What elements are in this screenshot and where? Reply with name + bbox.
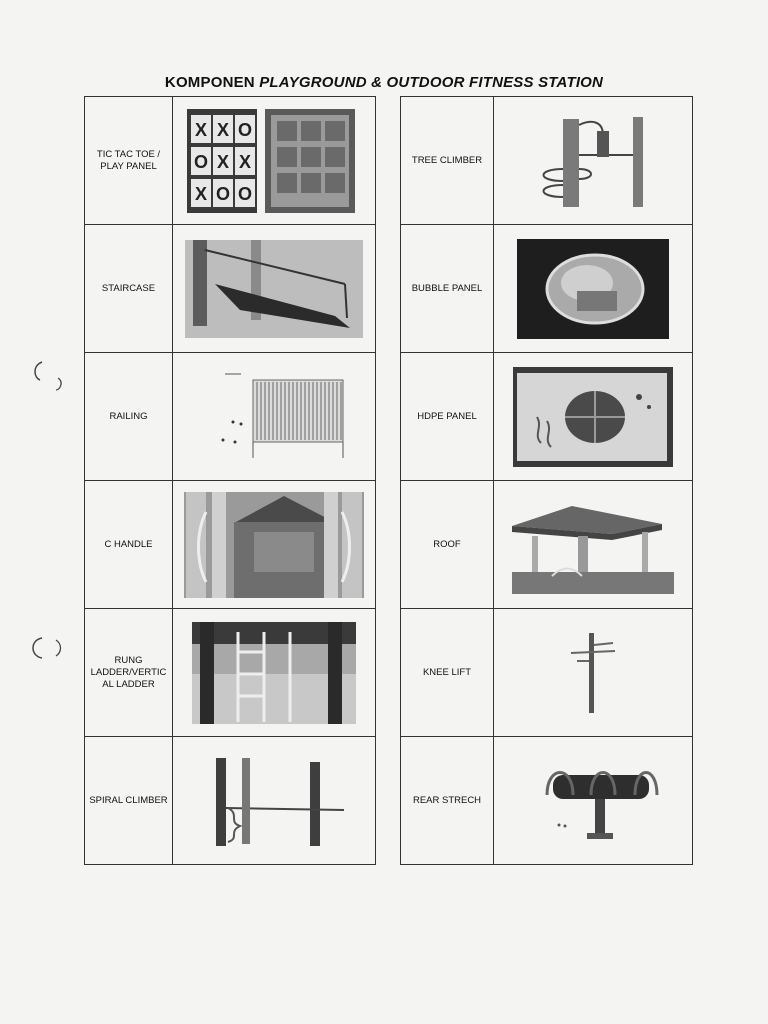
table-row — [401, 481, 693, 609]
hole-punch-mark-top — [30, 358, 70, 392]
ttt-symbol: X — [194, 119, 208, 140]
row-label: STAIRCASE — [85, 225, 173, 353]
row-label: HDPE PANEL — [401, 353, 494, 481]
row-label: BUBBLE PANEL — [401, 225, 494, 353]
row-label: TIC TAC TOE / PLAY PANEL — [85, 97, 173, 225]
ttt-symbol: X — [238, 151, 252, 172]
row-label: RAILING — [85, 353, 173, 481]
page-title — [0, 74, 768, 91]
hdpe-panel-photo — [513, 367, 673, 467]
table-row — [85, 97, 376, 225]
table-row — [85, 737, 376, 865]
ttt-symbol: O — [237, 119, 253, 140]
ttt-symbol: O — [237, 183, 253, 204]
knee-lift-photo — [563, 625, 623, 721]
table-row — [401, 737, 693, 865]
railing-photo — [185, 368, 363, 466]
title-italic: PLAYGROUND & OUTDOOR FITNESS STATION — [259, 74, 604, 91]
row-label: C HANDLE — [85, 481, 173, 609]
table-row — [85, 353, 376, 481]
table-row — [401, 353, 693, 481]
tree-climber-photo — [523, 111, 663, 211]
row-label: REAR STRECH — [401, 737, 494, 865]
row-label: TREE CLIMBER — [401, 97, 494, 225]
hole-punch-mark-bottom — [28, 634, 68, 664]
ttt-symbol: X — [216, 151, 230, 172]
rung-ladder-photo — [192, 622, 356, 724]
tic-tac-toe-panel-photo — [185, 107, 363, 215]
spiral-climber-photo — [194, 752, 354, 850]
title-plain: KOMPONEN — [164, 74, 255, 91]
c-handle-photo — [184, 492, 364, 598]
rear-stretch-photo — [523, 755, 663, 847]
table-row — [85, 609, 376, 737]
row-label: KNEE LIFT — [401, 609, 494, 737]
row-label: SPIRAL CLIMBER — [85, 737, 173, 865]
ttt-symbol: X — [194, 183, 208, 204]
table-row — [401, 97, 693, 225]
left-components-table — [84, 96, 376, 865]
table-row — [85, 225, 376, 353]
table-row — [85, 481, 376, 609]
ttt-symbol: O — [193, 151, 209, 172]
table-row — [401, 225, 693, 353]
row-label: ROOF — [401, 481, 494, 609]
staircase-photo — [185, 240, 363, 338]
row-label: RUNG LADDER/VERTIC AL LADDER — [85, 609, 173, 737]
right-components-table — [400, 96, 693, 865]
roof-photo — [512, 496, 674, 594]
table-row — [401, 609, 693, 737]
ttt-symbol: O — [215, 183, 231, 204]
bubble-panel-photo — [517, 239, 669, 339]
ttt-symbol: X — [216, 119, 230, 140]
